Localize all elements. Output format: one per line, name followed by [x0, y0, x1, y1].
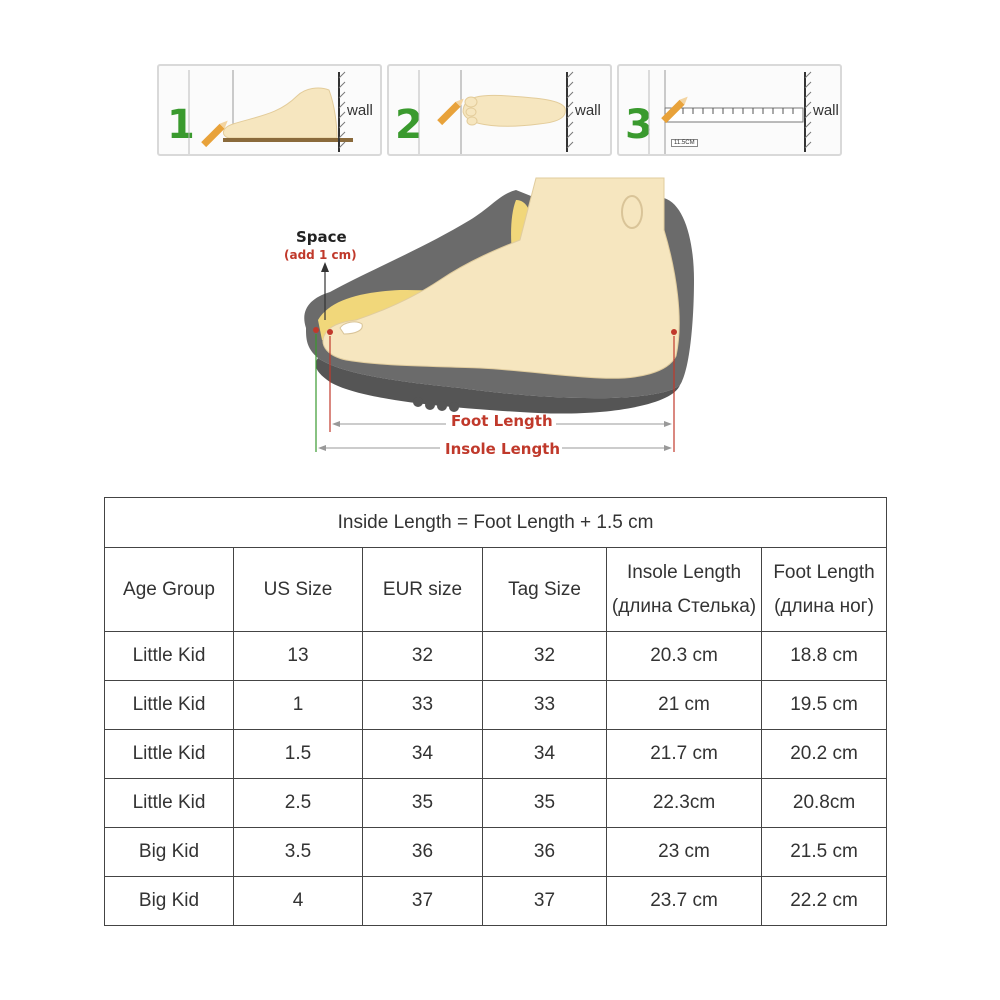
cell-eur-size: 37 — [363, 877, 483, 926]
header-insole-length-ru: (длина Стелька) — [611, 595, 757, 617]
cell-insole-length: 20.3 cm — [607, 632, 762, 681]
step-panel-2 — [387, 64, 612, 156]
cell-tag-size: 33 — [483, 681, 607, 730]
measure-label: 11.5CM — [671, 139, 698, 147]
cell-age-group: Little Kid — [105, 730, 234, 779]
cell-insole-length: 21.7 cm — [607, 730, 762, 779]
header-foot-length-en: Foot Length — [773, 561, 875, 583]
shoe-foot-diagram — [0, 160, 1000, 480]
cell-foot-length: 21.5 cm — [762, 828, 887, 877]
header-us-size: US Size — [234, 548, 363, 632]
table-row — [105, 632, 887, 681]
table-row — [105, 779, 887, 828]
space-note: (add 1 cm) — [284, 248, 357, 262]
cell-age-group: Big Kid — [105, 828, 234, 877]
header-eur-size: EUR size — [363, 548, 483, 632]
header-insole-length — [607, 548, 762, 632]
step-3-illustration — [619, 66, 842, 156]
space-label: Space — [296, 228, 347, 246]
cell-foot-length: 20.2 cm — [762, 730, 887, 779]
cell-eur-size: 34 — [363, 730, 483, 779]
cell-age-group: Little Kid — [105, 779, 234, 828]
cell-us-size: 2.5 — [234, 779, 363, 828]
cell-foot-length: 20.8cm — [762, 779, 887, 828]
cell-age-group: Big Kid — [105, 877, 234, 926]
wall-label-3: wall — [813, 102, 839, 119]
cell-us-size: 13 — [234, 632, 363, 681]
header-age-group: Age Group — [105, 548, 234, 632]
table-row — [105, 730, 887, 779]
shoe-illustration — [0, 160, 1000, 480]
cell-foot-length: 19.5 cm — [762, 681, 887, 730]
header-foot-length — [762, 548, 887, 632]
cell-us-size: 3.5 — [234, 828, 363, 877]
step-panel-1 — [157, 64, 382, 156]
cell-foot-length: 22.2 cm — [762, 877, 887, 926]
cell-eur-size: 33 — [363, 681, 483, 730]
step-number-2: 2 — [395, 102, 423, 148]
wall-label-2: wall — [575, 102, 601, 119]
header-insole-length-en: Insole Length — [626, 561, 742, 583]
table-header-row — [105, 548, 887, 632]
table-title-row — [105, 498, 887, 548]
cell-age-group: Little Kid — [105, 681, 234, 730]
cell-us-size: 4 — [234, 877, 363, 926]
cell-tag-size: 37 — [483, 877, 607, 926]
header-foot-length-ru: (длина ног) — [774, 595, 874, 617]
wall-label-1: wall — [347, 102, 373, 119]
table-title: Inside Length = Foot Length + 1.5 cm — [105, 498, 887, 548]
cell-eur-size: 36 — [363, 828, 483, 877]
cell-us-size: 1 — [234, 681, 363, 730]
step-number-1: 1 — [167, 102, 195, 148]
table-row — [105, 681, 887, 730]
cell-tag-size: 36 — [483, 828, 607, 877]
cell-eur-size: 32 — [363, 632, 483, 681]
cell-insole-length: 23.7 cm — [607, 877, 762, 926]
cell-insole-length: 22.3cm — [607, 779, 762, 828]
table-row — [105, 828, 887, 877]
header-tag-size: Tag Size — [483, 548, 607, 632]
cell-age-group: Little Kid — [105, 632, 234, 681]
size-chart-table — [104, 497, 887, 926]
table-row — [105, 877, 887, 926]
cell-insole-length: 21 cm — [607, 681, 762, 730]
cell-tag-size: 34 — [483, 730, 607, 779]
cell-insole-length: 23 cm — [607, 828, 762, 877]
insole-length-label: Insole Length — [445, 440, 561, 458]
step-panel-3 — [617, 64, 842, 156]
cell-foot-length: 18.8 cm — [762, 632, 887, 681]
cell-tag-size: 35 — [483, 779, 607, 828]
cell-us-size: 1.5 — [234, 730, 363, 779]
step-number-3: 3 — [625, 102, 653, 148]
cell-eur-size: 35 — [363, 779, 483, 828]
cell-tag-size: 32 — [483, 632, 607, 681]
foot-length-label: Foot Length — [451, 412, 553, 430]
